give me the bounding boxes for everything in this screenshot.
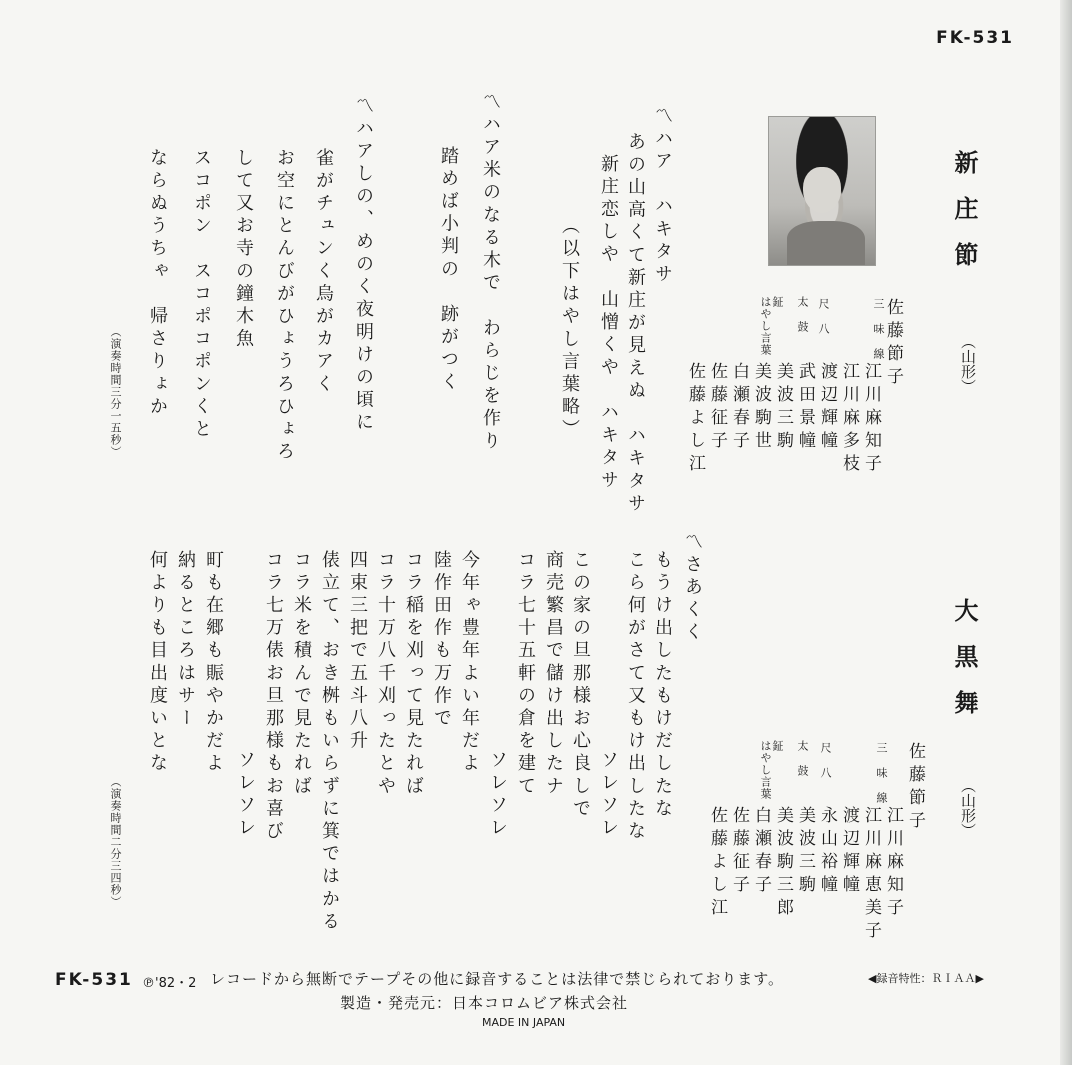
catalog-number-top: FK-531 xyxy=(936,28,1014,48)
credit-name: 江川麻多枝 xyxy=(839,362,859,477)
lyric-line: 〽さあくく xyxy=(682,532,703,645)
lyric-line: 踏めば小判の 跡がつく xyxy=(438,146,459,395)
lyric-line: コラ米を積んで見たれば xyxy=(291,550,312,799)
catalog-number-bottom: FK-531 xyxy=(55,970,133,990)
song2-title: 大黒舞 xyxy=(950,598,978,736)
lyric-line: もうけ出したもけだしたな xyxy=(652,550,673,822)
credit-name: 佐藤征子 xyxy=(729,806,749,898)
credit-name: 永山裕幢 xyxy=(817,806,837,898)
credit-role: 鉦 xyxy=(771,740,784,765)
lyric-line: ソレソレ xyxy=(598,750,619,841)
copyright-warning: レコードから無断でテープその他に録音することは法律で禁じられております。 xyxy=(210,970,785,988)
credit-name: 武田景幢 xyxy=(795,362,815,454)
lyric-line: 今年ゃ豊年よい年だよ xyxy=(459,550,480,776)
credit-name: 渡辺輝幢 xyxy=(839,806,859,898)
lyric-line: 雀がチュンく烏がカアく xyxy=(313,148,334,397)
photo-face xyxy=(803,167,841,213)
credit-role: 尺八 xyxy=(817,298,830,348)
credit-name: 江川麻恵美子 xyxy=(861,806,881,944)
credit-role: 三味線 xyxy=(872,298,885,373)
made-in-japan: MADE IN JAPAN xyxy=(482,1016,566,1029)
photo-body xyxy=(787,221,865,265)
lyric-line: 何よりも目出度いとな xyxy=(147,550,168,776)
song1-playing-time: （演奏時間三分一五秒） xyxy=(109,326,122,458)
song2-prefecture: （山形） xyxy=(959,778,977,838)
credit-name: 渡辺輝幢 xyxy=(817,362,837,454)
lyric-line: コラ稲を刈って見たれば xyxy=(403,550,424,799)
lyric-line: して又お寺の鐘木魚 xyxy=(233,148,254,352)
lyric-line: お空にとんびがひょうろひょろ xyxy=(274,148,295,465)
credit-name: 美波駒三郎 xyxy=(773,806,793,921)
credit-role: はやし言葉 xyxy=(759,740,772,800)
credit-role: 太鼓 xyxy=(796,296,809,346)
lyric-line: コラ十万八千刈ったとや xyxy=(375,550,396,799)
lyric-line: 陸作田作も万作で xyxy=(431,550,452,731)
lyric-line: 町も在郷も賑やかだよ xyxy=(203,550,224,776)
lyric-line: こら何がさて又もけ出したな xyxy=(625,550,646,844)
lyric-line: 商売繁昌で儲け出したナ xyxy=(543,550,564,799)
phonogram-copyright: ℗'82・2 xyxy=(142,976,197,991)
credit-name: 白瀬春子 xyxy=(729,362,749,454)
credit-name: 佐藤節子 xyxy=(905,742,925,834)
lyric-line: ソレソレ xyxy=(235,750,256,841)
manufacturer: 製造・発売元：日本コロムビア株式会社 xyxy=(340,994,629,1012)
lyric-line: ならぬうちゃ 帰さりょか xyxy=(147,148,168,420)
song2-playing-time: （演奏時間二分三四秒） xyxy=(109,776,122,908)
lyric-line: 〽ハア米のなる木で わらじを作り xyxy=(480,92,501,454)
lyric-line: コラ七十五軒の倉を建て xyxy=(515,550,536,799)
lyric-line: 納るところはサー xyxy=(175,550,196,731)
song1-title: 新庄節 xyxy=(950,150,978,288)
lyric-line: 新庄恋しや 山憎くや ハキタサ xyxy=(598,154,619,493)
lyric-line: 四束三把で五斗八升 xyxy=(347,550,368,754)
lyric-line: （以下はやし言葉略） xyxy=(559,216,580,442)
credit-name: 佐藤節子 xyxy=(883,298,903,390)
lyric-line: 〽ハア ハキタサ xyxy=(652,106,673,287)
credit-name: 江川麻知子 xyxy=(861,362,881,477)
lyric-line: コラ七万俵お旦那様もお喜び xyxy=(263,550,284,844)
credit-name: 美波三駒 xyxy=(795,806,815,898)
credit-name: 佐藤よし江 xyxy=(707,806,727,921)
lyric-line: あの山高くて新庄が見えぬ ハキタサ xyxy=(625,132,646,517)
credit-name: 美波三駒 xyxy=(773,362,793,454)
credit-role: 三味線 xyxy=(875,742,888,817)
sleeve-edge xyxy=(1060,0,1072,1065)
credit-role: 尺八 xyxy=(819,742,832,792)
credit-role: 太鼓 xyxy=(796,740,809,790)
song1-prefecture: （山形） xyxy=(959,334,977,394)
recording-characteristic: ◀録音特性：ＲＩＡＡ▶ xyxy=(868,972,984,985)
credit-name: 白瀬春子 xyxy=(751,806,771,898)
lyric-line: 〽ハアしの、めのく夜明けの頃に xyxy=(353,96,374,435)
credit-name: 江川麻知子 xyxy=(883,806,903,921)
lyric-line: この家の旦那様お心良しで xyxy=(570,550,591,822)
credit-role: はやし言葉 xyxy=(759,296,772,356)
lyric-line: ソレソレ xyxy=(487,750,508,841)
credit-name: 佐藤征子 xyxy=(707,362,727,454)
credit-name: 佐藤よし江 xyxy=(685,362,705,477)
lyric-line: 俵立て、おき桝もいらずに箕ではかる xyxy=(319,550,340,935)
singer-photo xyxy=(768,116,876,266)
lyric-line: スコポン スコポコポンくと xyxy=(191,148,212,442)
credit-name: 美波駒世 xyxy=(751,362,771,454)
credit-role: 鉦 xyxy=(771,296,784,321)
